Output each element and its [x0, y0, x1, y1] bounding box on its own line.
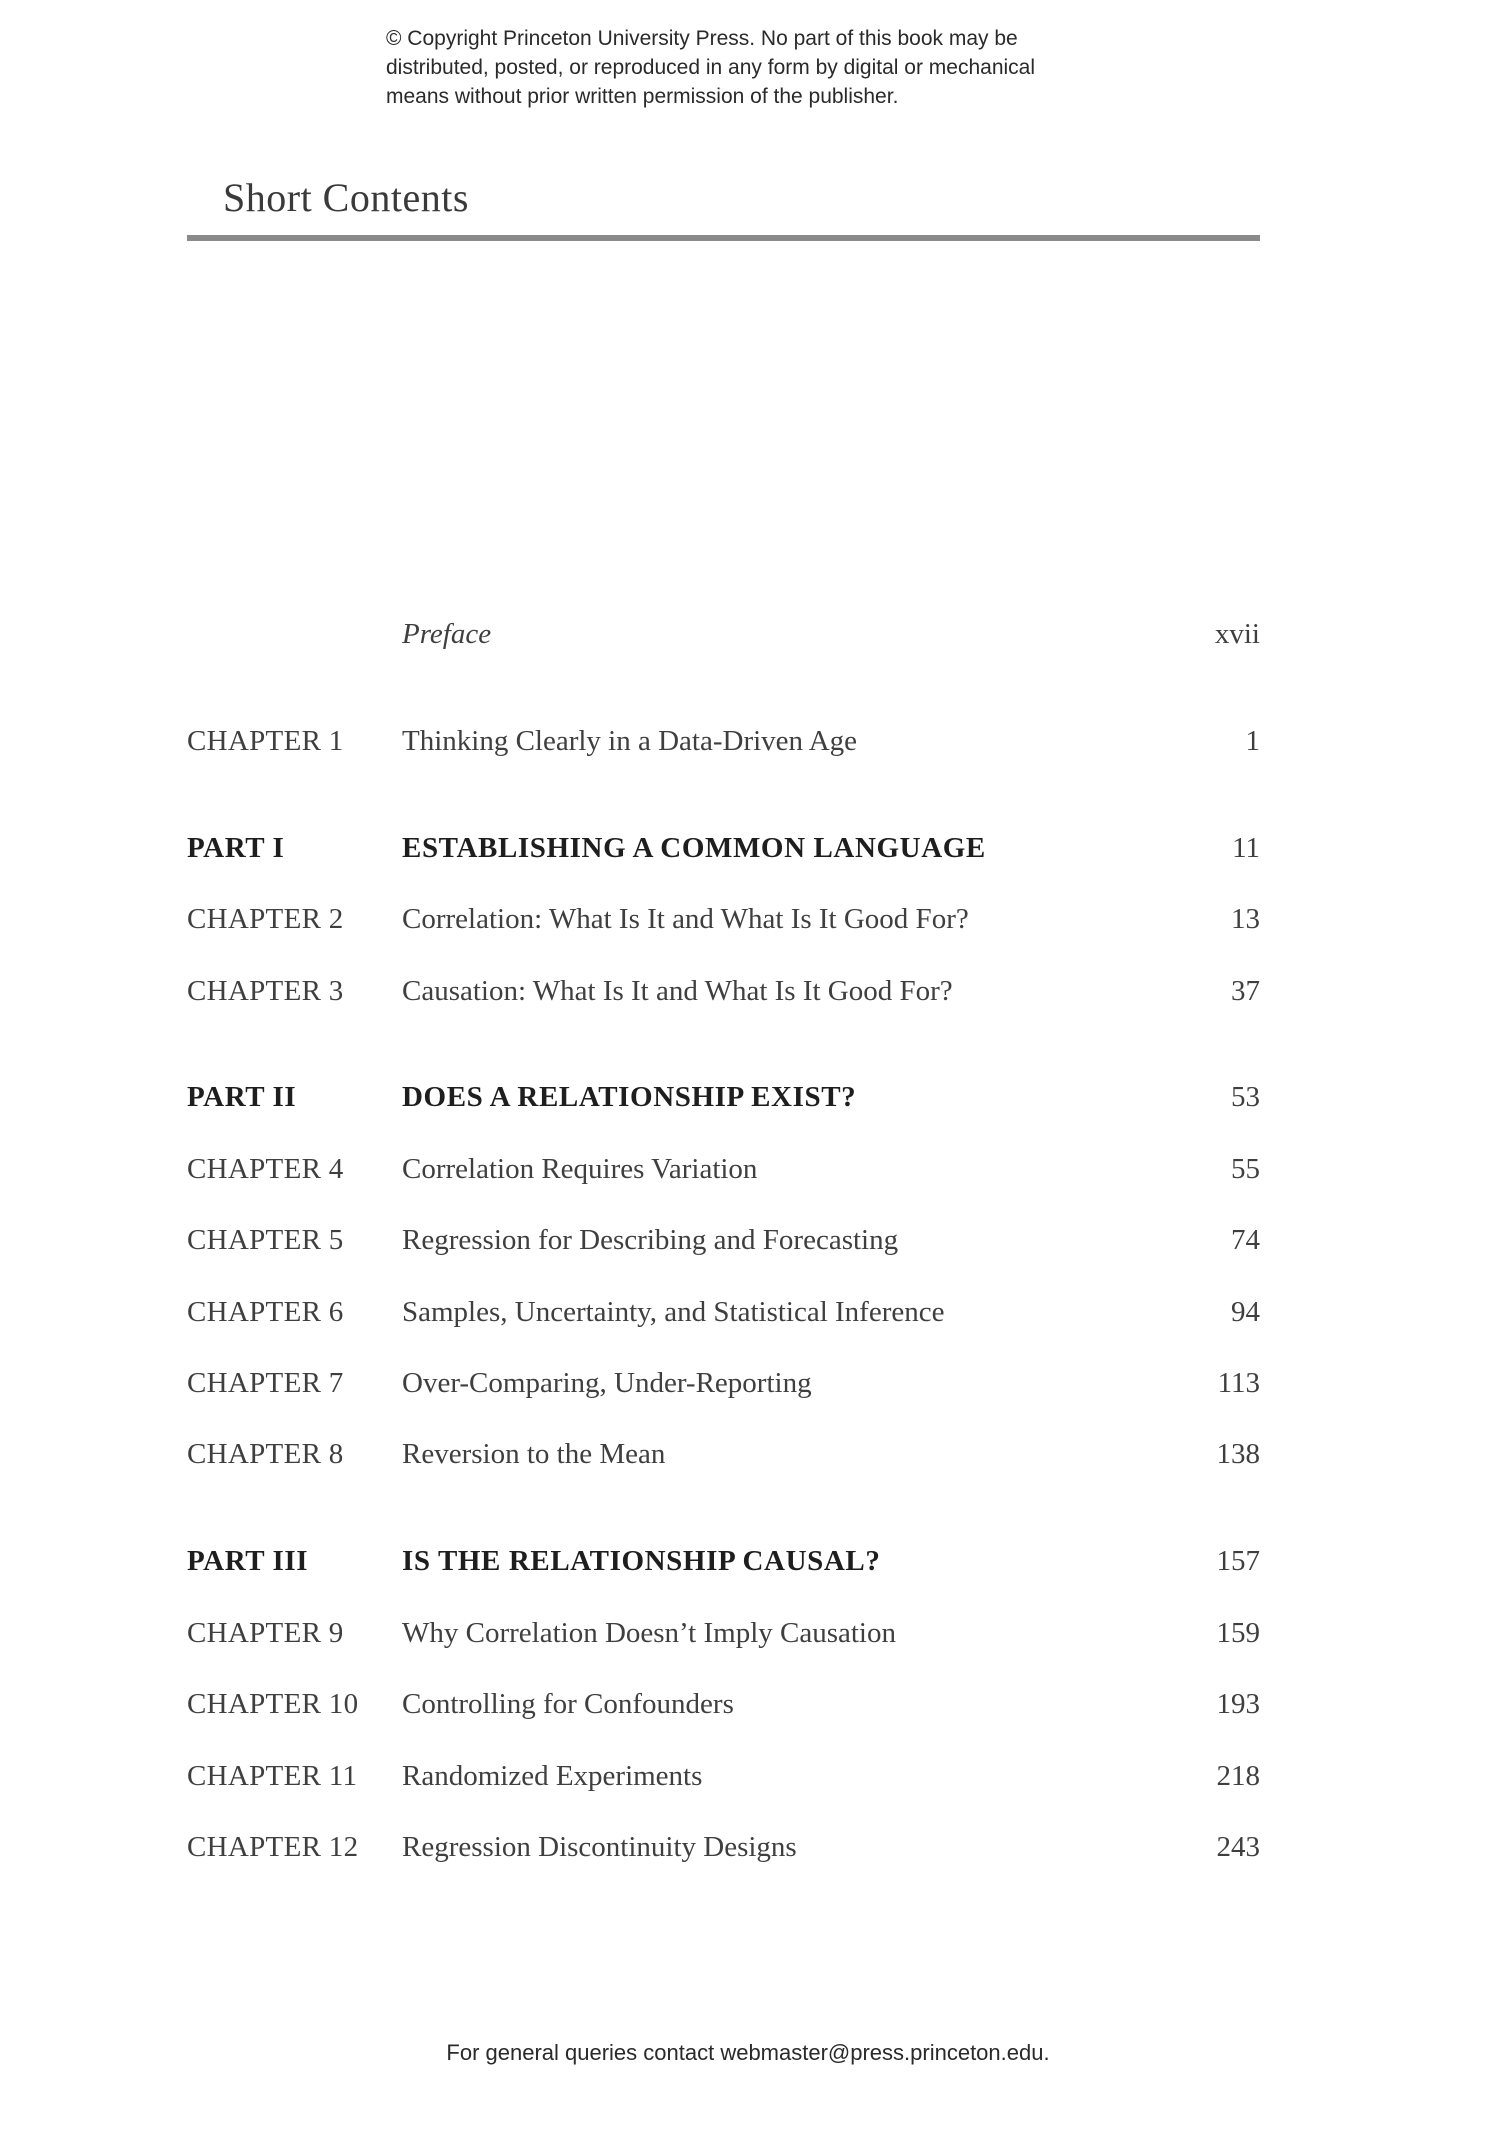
toc-entry-title: Regression Discontinuity Designs: [402, 1831, 797, 1863]
copyright-notice: [386, 24, 1146, 111]
toc-entry-title: Correlation: What Is It and What Is It Good For?: [402, 903, 969, 935]
toc-entry-chapter-2[interactable]: [187, 897, 1260, 941]
copyright-line-2: distributed, posted, or reproduced in any form by digital or mechanical: [386, 56, 1036, 79]
toc-entry-title: Over-Comparing, Under-Reporting: [402, 1367, 812, 1399]
toc-entry-chapter-4[interactable]: [187, 1147, 1260, 1191]
toc-entry-chapter-12[interactable]: [187, 1825, 1260, 1869]
toc-entry-title: Correlation Requires Variation: [402, 1153, 758, 1185]
toc-entry-label: CHAPTER 7: [187, 1367, 344, 1399]
toc-entry-label: CHAPTER 2: [187, 903, 344, 935]
toc-entry-chapter-1[interactable]: [187, 719, 1260, 763]
toc-entry-chapter-8[interactable]: [187, 1432, 1260, 1476]
toc-entry-page: 218: [1216, 1760, 1260, 1792]
toc-entry-label: PART III: [187, 1545, 309, 1577]
toc-entry-title: Randomized Experiments: [402, 1760, 703, 1792]
toc-entry-page: 159: [1216, 1617, 1260, 1649]
title-divider: [187, 235, 1260, 241]
toc-entry-title: IS THE RELATIONSHIP CAUSAL?: [402, 1545, 881, 1577]
toc-entry-title: Controlling for Confounders: [402, 1688, 734, 1720]
toc-entry-page: 74: [1231, 1224, 1260, 1256]
toc-entry-page: xvii: [1214, 618, 1260, 650]
toc-entry-label: CHAPTER 3: [187, 975, 344, 1007]
footer-contact: [0, 2040, 1500, 2066]
toc-entry-label: CHAPTER 10: [187, 1688, 359, 1720]
toc-entry-label: PART II: [187, 1081, 297, 1113]
copyright-line-3: means without prior written permission of the publisher.: [386, 85, 899, 108]
toc-entry-part-3[interactable]: [187, 1539, 1260, 1583]
copyright-line-1: © Copyright Princeton University Press. No part of this book may be: [386, 27, 1018, 50]
toc-entry-part-1[interactable]: [187, 826, 1260, 870]
toc-entry-page: 11: [1232, 832, 1260, 864]
toc-entry-label: CHAPTER 4: [187, 1153, 344, 1185]
toc-entry-page: 55: [1231, 1153, 1260, 1185]
toc-entry-page: 157: [1216, 1545, 1260, 1577]
toc-entry-chapter-5[interactable]: [187, 1218, 1260, 1262]
toc-entry-page: 113: [1217, 1367, 1260, 1399]
toc-entry-title: DOES A RELATIONSHIP EXIST?: [402, 1081, 857, 1113]
toc-entry-title: ESTABLISHING A COMMON LANGUAGE: [402, 832, 986, 864]
toc-entry-page: 94: [1231, 1296, 1260, 1328]
toc-entry-chapter-6[interactable]: [187, 1290, 1260, 1334]
toc-entry-page: 53: [1231, 1081, 1260, 1113]
toc-entry-chapter-9[interactable]: [187, 1611, 1260, 1655]
toc-entry-label: CHAPTER 11: [187, 1760, 358, 1792]
toc-entry-title: Causation: What Is It and What Is It Good For?: [402, 975, 953, 1007]
toc-entry-label: CHAPTER 1: [187, 725, 344, 757]
toc-entry-title: Reversion to the Mean: [402, 1438, 666, 1470]
page-title: Short Contents: [223, 175, 469, 220]
toc-entry-page: 37: [1231, 975, 1260, 1007]
toc-entry-label: CHAPTER 8: [187, 1438, 344, 1470]
toc-entry-page: 243: [1216, 1831, 1260, 1863]
toc-entry-page: 193: [1216, 1688, 1260, 1720]
toc-entry-title: Regression for Describing and Forecasting: [402, 1224, 899, 1256]
toc-entry-chapter-10[interactable]: [187, 1682, 1260, 1726]
toc-entry-title: Why Correlation Doesn’t Imply Causation: [402, 1617, 896, 1649]
toc-entry-label: CHAPTER 5: [187, 1224, 344, 1256]
toc-entry-page: 1: [1245, 725, 1260, 757]
toc-entry-chapter-11[interactable]: [187, 1754, 1260, 1798]
toc-entry-title: Samples, Uncertainty, and Statistical Inference: [402, 1296, 945, 1328]
toc-entry-part-2[interactable]: [187, 1075, 1260, 1119]
toc-entry-title: Preface: [402, 618, 492, 650]
toc-entry-label: PART I: [187, 832, 285, 864]
toc-entry-page: 138: [1216, 1438, 1260, 1470]
toc-entry-chapter-3[interactable]: [187, 969, 1260, 1013]
toc-entry-page: 13: [1231, 903, 1260, 935]
toc-entry-label: CHAPTER 6: [187, 1296, 344, 1328]
footer-text: For general queries contact webmaster@press.princeton.edu.: [446, 2040, 1050, 2065]
toc-entry-chapter-7[interactable]: [187, 1361, 1260, 1405]
toc-entry-title: Thinking Clearly in a Data-Driven Age: [402, 725, 858, 757]
toc-entry-preface[interactable]: [187, 612, 1260, 656]
toc-entry-label: CHAPTER 9: [187, 1617, 344, 1649]
toc-entry-label: CHAPTER 12: [187, 1831, 359, 1863]
